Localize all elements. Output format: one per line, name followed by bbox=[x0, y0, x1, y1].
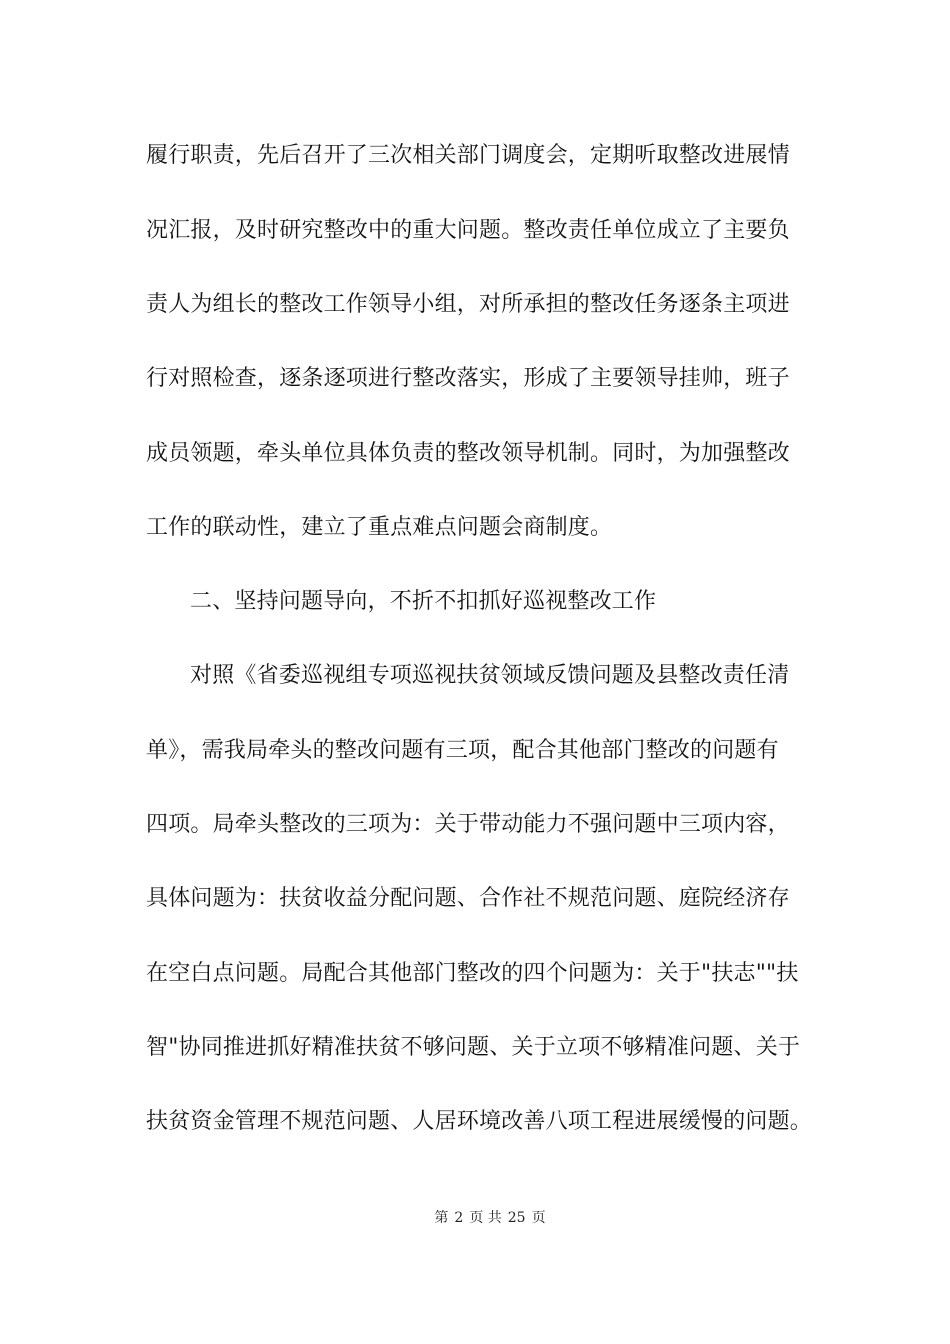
paragraph-line: 在空白点问题。局配合其他部门整改的四个问题为：关于"扶志""扶 bbox=[146, 961, 799, 986]
paragraph-line: 行对照检查，逐条逐项进行整改落实，形成了主要领导挂帅，班子 bbox=[146, 366, 790, 391]
footer-prefix: 第 bbox=[434, 1210, 449, 1226]
page-footer bbox=[0, 1208, 950, 1228]
paragraph-line: 智"协同推进抓好精准扶贫不够问题、关于立项不够精准问题、关于 bbox=[146, 1035, 801, 1060]
paragraph-line: 四项。局牵头整改的三项为：关于带动能力不强问题中三项内容， bbox=[146, 812, 790, 837]
paragraph-line: 对照《省委巡视组专项巡视扶贫领域反馈问题及县整改责任清 bbox=[190, 663, 790, 688]
paragraph-line: 工作的联动性，建立了重点难点问题会商制度。 bbox=[146, 515, 613, 540]
section-heading: 二、坚持问题导向，不折不扣抓好巡视整改工作 bbox=[190, 589, 657, 614]
footer-suffix: 页 bbox=[531, 1210, 546, 1226]
paragraph-line: 具体问题为：扶贫收益分配问题、合作社不规范问题、庭院经济存 bbox=[146, 886, 790, 911]
footer-total-pages: 25 bbox=[507, 1210, 526, 1226]
paragraph-line: 履行职责，先后召开了三次相关部门调度会，定期听取整改进展情 bbox=[146, 143, 790, 168]
footer-current-page: 2 bbox=[454, 1210, 464, 1226]
paragraph-line: 成员领题，牵头单位具体负责的整改领导机制。同时，为加强整改 bbox=[146, 441, 790, 466]
paragraph-line: 扶贫资金管理不规范问题、人居环境改善八项工程进展缓慢的问题。 bbox=[146, 1109, 813, 1134]
paragraph-line: 况汇报，及时研究整改中的重大问题。整改责任单位成立了主要负 bbox=[146, 218, 790, 243]
paragraph-line: 责人为组长的整改工作领导小组，对所承担的整改任务逐条主项进 bbox=[146, 292, 790, 317]
paragraph-line: 单》，需我局牵头的整改问题有三项，配合其他部门整改的问题有 bbox=[146, 738, 779, 763]
footer-middle: 页 共 bbox=[469, 1210, 502, 1226]
